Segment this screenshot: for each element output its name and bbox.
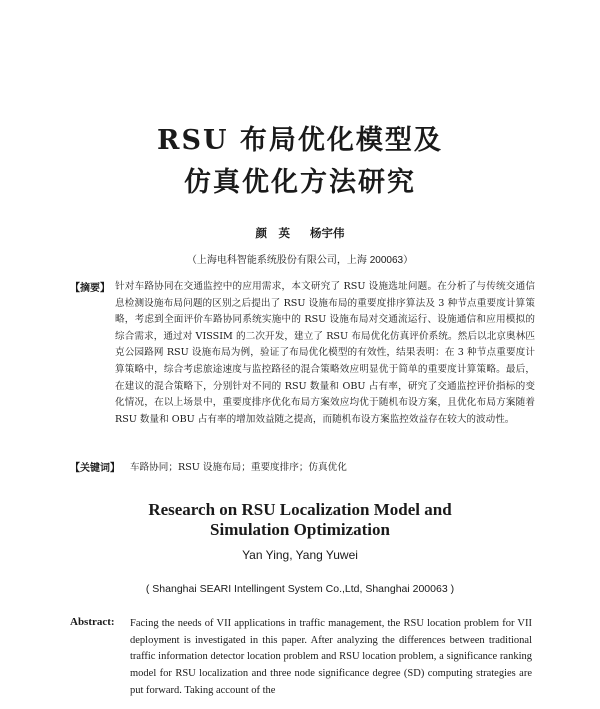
authors-cn	[0, 225, 600, 241]
affiliation-en: ( Shanghai SEARI Intellingent System Co.,Ltd, Shanghai 200063 )	[145, 583, 455, 595]
keywords-cn-text: 车路协同；RSU 设施布局；重要度排序；仿真优化	[130, 462, 347, 473]
title-en-line-1: Research on RSU Localization Model and	[148, 500, 452, 519]
affiliation-cn: （上海电科智能系统股份有限公司，上海 200063）	[186, 255, 414, 266]
abstract-cn-label: 【摘要】	[70, 283, 110, 294]
abstract-cn-text: 针对车路协同在交通监控中的应用需求，本文研究了 RSU 设施选址问题。在分析了与传统交通信息检测设施布局问题的区别之后提出了 RSU 设施布局的重要度排序算法及 3 种节点重要度计算策略，考虑到全面评价车路协同系统实施中的 RSU 设施布局对交通流运行、设施通信和应用模拟的综合需求，通过对 VISSIM 的二次开发，建立了 RSU 布局优化仿真评价系统。然后以北京奥林匹克公园路网 RSU 设施布局为例，验证了布局优化模型的有效性，结果表明：在 3 种节点重要度计算策略中，综合考虑旅途速度与监控路径的混合策略效应明显优于简单的重要度计算策略。最后，在建议的混合策略下，分别针对不同的 RSU 数量和 OBU 占有率，研究了交通监控评价指标的变化情况，在以上场景中，重要度排序优化布局方案效应均优于随机布设方案，且优化布局方案随着 RSU 数量和 OBU 占有率的增加效益随之提高，而随机布设方案监控效益存在较大的波动性。	[115, 281, 535, 425]
abstract-en-text: Facing the needs of VII applications in traffic management, the RSU location problem for VII deployment is investigated in this paper. After analyzing the differences between traditional traffic information detector location problem and RSU location problem, a significance ranking model for RSU localization and three node significance degree (SD) computing strategies are put forward. Taking account of the	[130, 618, 532, 696]
author-cn-1: 颜 英	[255, 226, 290, 240]
keywords-cn-label: 【关键词】	[70, 463, 120, 474]
author-cn-2: 杨宇伟	[310, 226, 345, 240]
title-en-line-2: Simulation Optimization	[210, 520, 390, 539]
authors-en: Yan Ying, Yang Yuwei	[242, 548, 358, 562]
abstract-en-label: Abstract:	[70, 616, 115, 628]
title-cn-line-1: RSU 布局优化模型及	[157, 125, 443, 156]
title-cn-line-2: 仿真优化方法研究	[184, 167, 416, 198]
